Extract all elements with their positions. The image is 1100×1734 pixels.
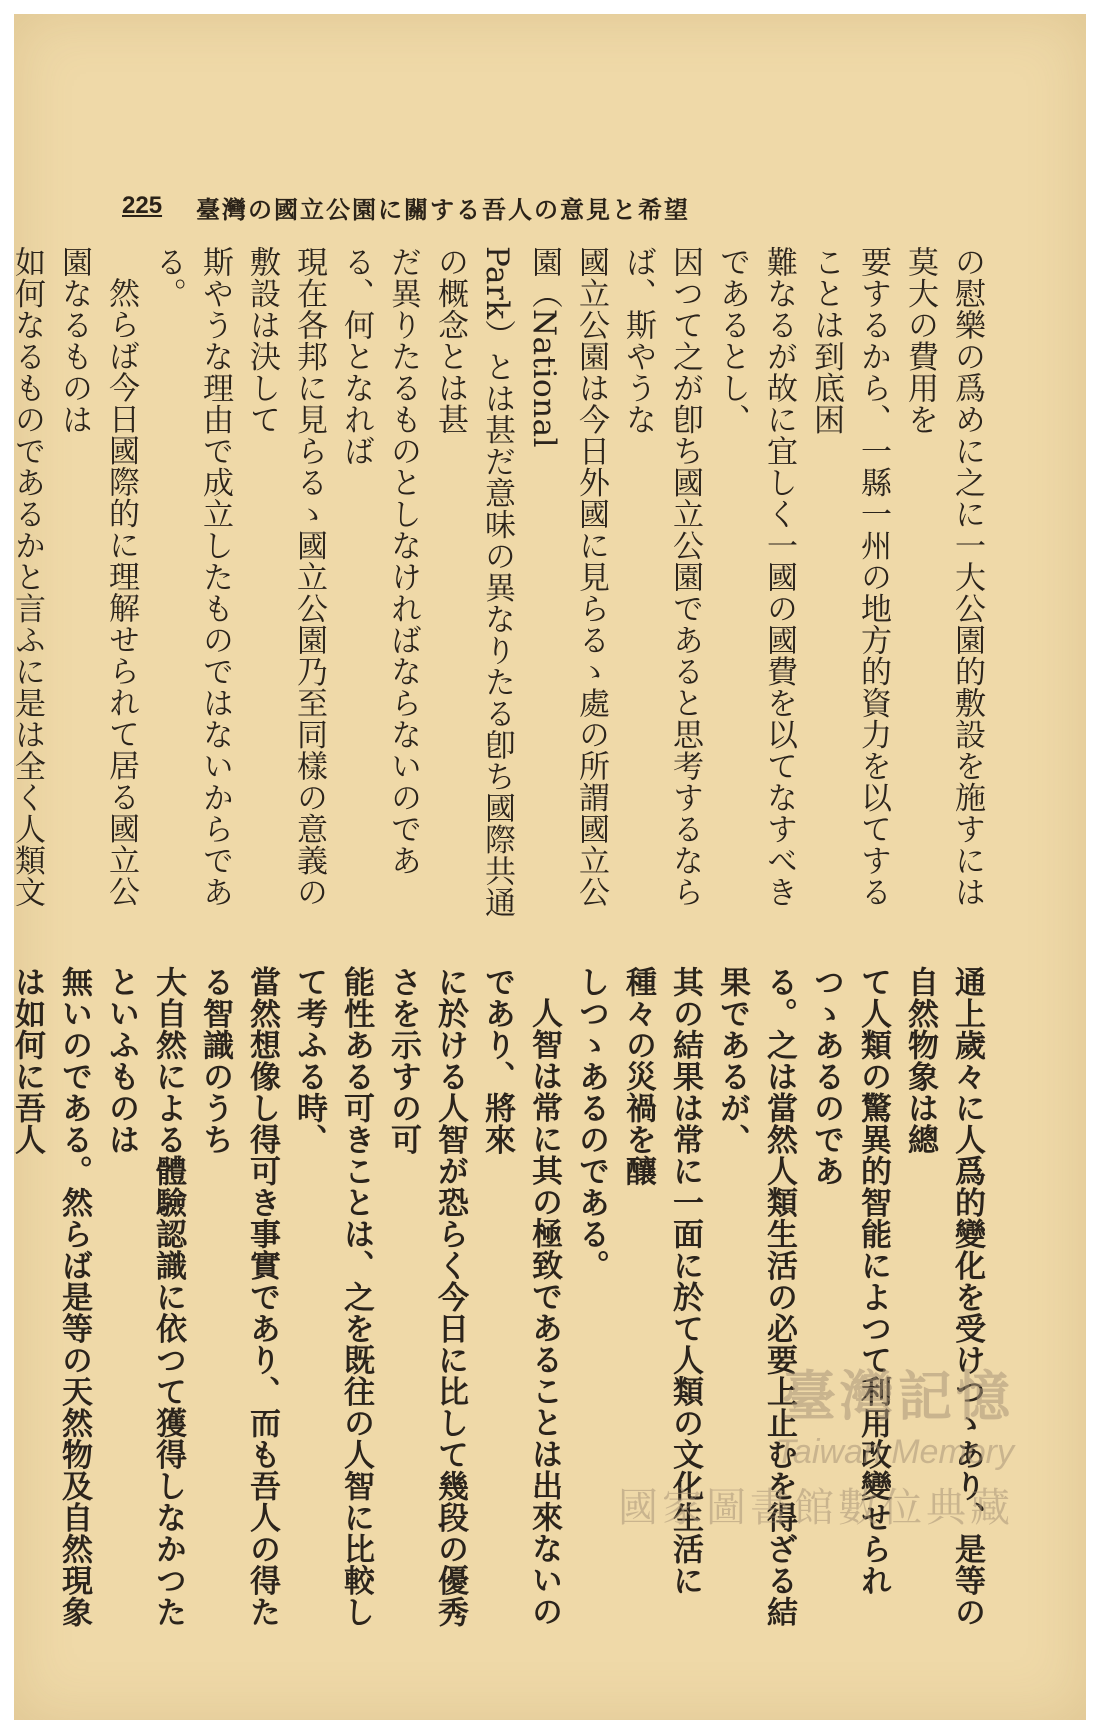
watermark-brand: 臺灣記憶 xyxy=(782,1364,1014,1428)
lower-p1-line-3: る。之は當然人類生活の必要上止むを得ざる結果であるが、 xyxy=(714,966,797,1628)
page-number: 225 xyxy=(122,192,163,219)
document-page xyxy=(9,14,1086,1720)
lower-p2-line-3: 能性ある可きことは、之を既往の人智に比較して考ふる時、 xyxy=(291,966,374,1628)
lower-p2-line-5: 大自然による體驗認識に依つて獲得しなかつたといふものは xyxy=(103,966,186,1628)
running-title: 臺灣の國立公園に關する吾人の意見と希望 xyxy=(196,195,690,224)
upper-line-8: 現在各邦に見らるゝ國立公園乃至同樣の意義の敷設は決して xyxy=(244,246,327,908)
upper-p2-line-1: 然らば今日國際的に理解せられて居る國立公園なるものは xyxy=(56,246,139,907)
lower-p2-line-4: 當然想像し得可き事實であり、而も吾人の得たる智識のうち xyxy=(197,966,280,1628)
lower-p1-line-4: 其の結果は常に一面に於て人類の文化生活に種々の災禍を釀 xyxy=(620,966,703,1596)
lower-p2-line-6: 無いのである。然らば是等の天然物及自然現象は如何に吾人 xyxy=(9,966,92,1628)
lower-p2-line-7 xyxy=(0,966,3,1646)
upper-line-7: だ異りたるものとしなければならないのである、何となれば xyxy=(338,246,421,876)
upper-line-3: 難なるが故に宜しく一國の國費を以てなすべきであるとし、 xyxy=(714,246,797,908)
watermark-english: Taiwan Memory xyxy=(775,1433,1014,1471)
upper-line-2: 要するから、一縣一州の地方的資力を以てすることは到底困 xyxy=(808,246,891,908)
upper-line-6: Park）とは甚だ意味の異なりたる卽ち國際共通の概念とは甚 xyxy=(432,246,515,919)
watermark xyxy=(584,1354,1014,1554)
lower-p1-line-2: て人類の驚異的智能によつて利用改變せられつゝあるのであ xyxy=(808,966,891,1596)
lower-p2-line-2: に於ける人智が恐らく今日に比して幾段の優秀さを示すの可 xyxy=(385,966,468,1628)
lower-p2-line-1: 人智は常に其の極致であることは出來ないのであり、將來 xyxy=(479,966,562,1627)
upper-line-4: 因つて之が卽ち國立公園であると思考するならば、斯やうな xyxy=(620,246,703,908)
upper-line-5: 國立公園は今日外國に見らるゝ處の所謂國立公園（National xyxy=(526,246,609,908)
page-header xyxy=(104,186,714,226)
lower-p1-line-5: しつゝあるのである。 xyxy=(573,966,609,1281)
lower-p1-line-1: 通上歲々に人爲的變化を受けつゝあり、是等の自然物象は總 xyxy=(902,966,985,1628)
watermark-org: 國家圖書館數位典藏 xyxy=(618,1485,1014,1531)
upper-line-1: の慰樂の爲めに之に一大公園的敷設を施すには莫大の費用を xyxy=(902,246,985,908)
upper-line-9: 斯やうな理由で成立したものではないからである。 xyxy=(150,246,233,908)
upper-p2-line-2: 如何なるものであるかと言ふに是は全く人類文 xyxy=(9,246,45,908)
upper-text-block xyxy=(9,246,990,936)
